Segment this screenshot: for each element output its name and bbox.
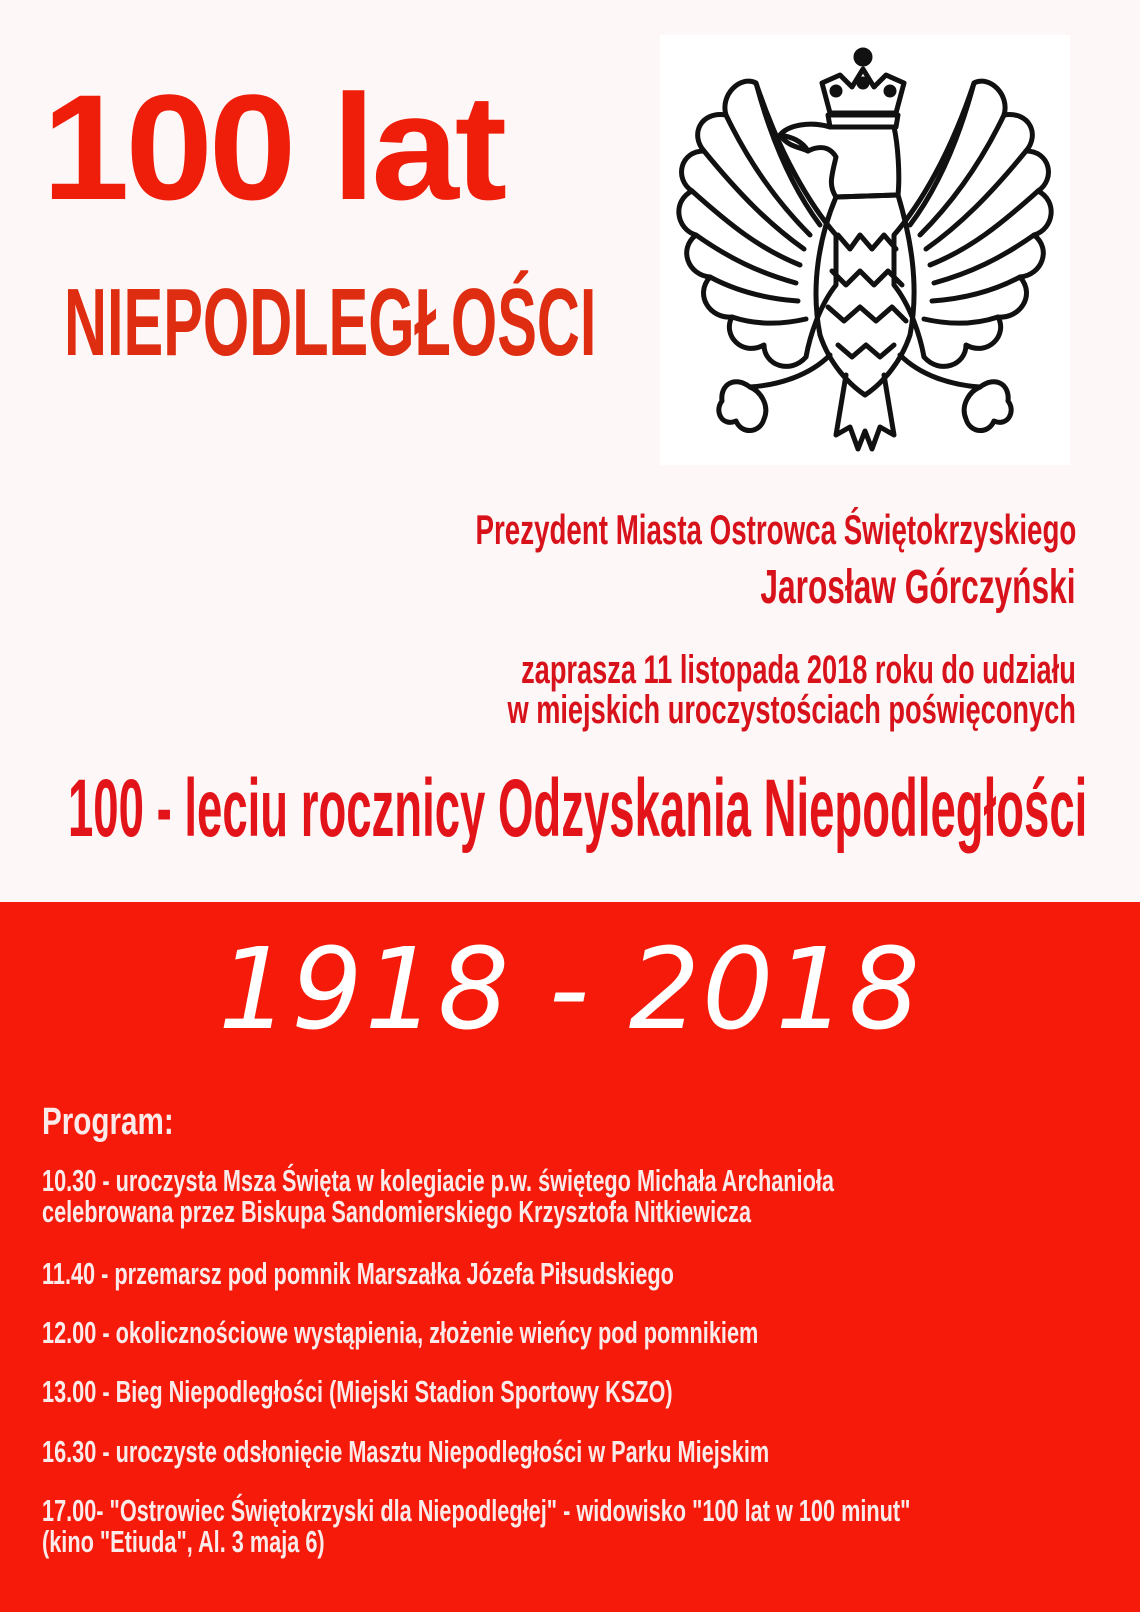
program-item-line: 12.00 - okolicznościowe wystąpienia, złożenie wieńcy pod pomnikiem — [42, 1315, 759, 1350]
program-item — [42, 1495, 910, 1557]
program-item-line: 10.30 - uroczysta Msza Święta w kolegiacie p.w. świętego Michała Archanioła — [42, 1163, 834, 1198]
program-item — [42, 1436, 769, 1467]
title-niepodleglosci: NIEPODLEGŁOŚCI — [64, 269, 597, 376]
anniversary-headline: 100 - leciu rocznicy Odzyskania Niepodległości — [68, 763, 1088, 854]
program-item — [42, 1165, 834, 1227]
host-title: Prezydent Miasta Ostrowca Świętokrzyskiego — [475, 506, 1076, 553]
program-item-line: celebrowana przez Biskupa Sandomierskiego Krzysztofa Nitkiewicza — [42, 1194, 752, 1229]
program-item — [42, 1376, 673, 1407]
program-item — [42, 1258, 674, 1289]
program-item — [42, 1317, 758, 1348]
program-item-line: (kino "Etiuda", Al. 3 maja 6) — [42, 1524, 325, 1559]
program-item-line: 13.00 - Bieg Niepodległości (Miejski Stadion Sportowy KSZO) — [42, 1374, 673, 1409]
title-100-lat: 100 lat — [42, 63, 503, 231]
program-item-line: 17.00- "Ostrowiec Świętokrzyski dla Niepodległej" - widowisko "100 lat w 100 minut" — [42, 1493, 911, 1528]
invitation-line-1: zaprasza 11 listopada 2018 roku do udziału — [521, 648, 1076, 692]
program-heading: Program: — [42, 1101, 174, 1143]
invitation-text — [240, 650, 1076, 730]
years-range: 1918 - 2018 — [218, 925, 922, 1055]
invitation-line-2: w miejskich uroczystościach poświęconych — [507, 688, 1076, 732]
host-name: Jarosław Górczyński — [760, 561, 1076, 614]
program-item-line: 11.40 - przemarsz pod pomnik Marszałka Józefa Piłsudskiego — [42, 1256, 674, 1291]
program-item-line: 16.30 - uroczyste odsłonięcie Masztu Niepodległości w Parku Miejskim — [42, 1434, 770, 1469]
eagle-emblem-icon — [660, 35, 1070, 465]
